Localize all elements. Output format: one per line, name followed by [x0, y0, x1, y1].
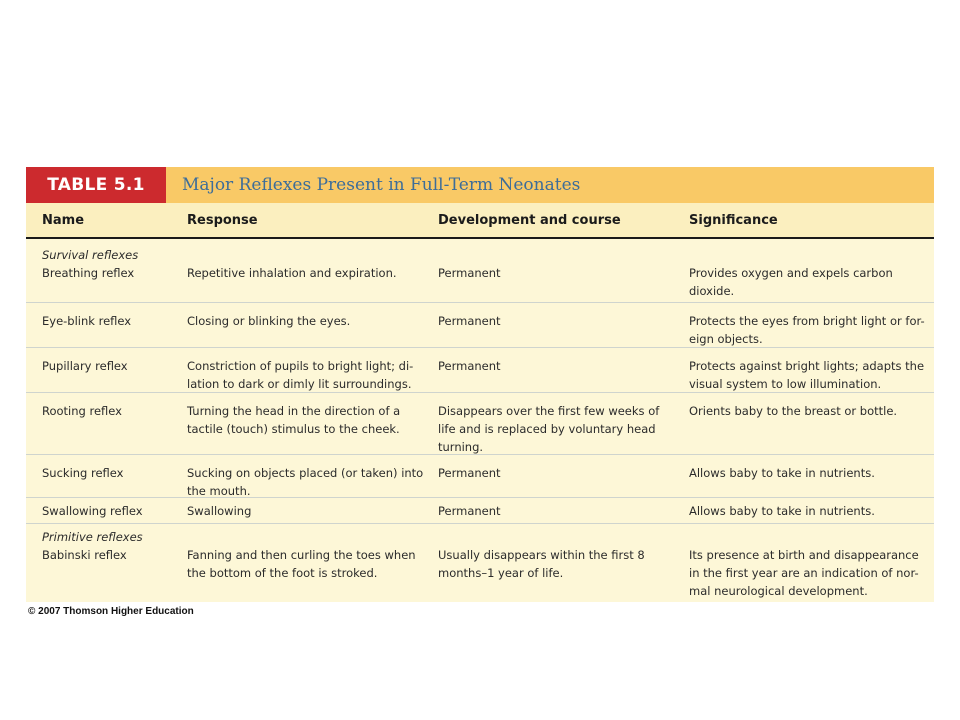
- reflex-significance: Allows baby to take in nutrients.: [689, 504, 875, 518]
- reflex-significance: Its presence at birth and disappearance in the first year are an indication of nor-mal neurological development.: [689, 548, 919, 598]
- table-row: [26, 239, 934, 303]
- reflex-response: Repetitive inhalation and expiration.: [187, 266, 397, 280]
- table-header-row: [26, 203, 934, 239]
- reflex-response: Closing or blinking the eyes.: [187, 314, 351, 328]
- reflex-name: Swallowing reflex: [42, 504, 143, 518]
- table-row: [26, 524, 934, 602]
- reflex-development: Permanent: [438, 266, 501, 280]
- reflex-development: Permanent: [438, 466, 501, 480]
- reflex-development: Usually disappears within the first 8 months–1 year of life.: [438, 548, 645, 580]
- reflex-development: Permanent: [438, 314, 501, 328]
- reflex-significance: Provides oxygen and expels carbon dioxide.: [689, 266, 893, 298]
- group-label: Survival reflexes: [42, 248, 139, 262]
- reflex-name: Sucking reflex: [42, 466, 124, 480]
- table-row: [26, 498, 934, 524]
- reflex-development: Permanent: [438, 359, 501, 373]
- table-row: [26, 303, 934, 348]
- reflex-significance: Protects against bright lights; adapts the visual system to low illumination.: [689, 359, 925, 391]
- reflex-response: Fanning and then curling the toes when the bottom of the foot is stroked.: [187, 548, 416, 580]
- table-row: [26, 348, 934, 393]
- column-header-response: Response: [187, 213, 258, 228]
- reflex-table: [26, 203, 934, 602]
- column-header-name: Name: [42, 213, 85, 228]
- reflex-significance: Protects the eyes from bright light or for-eign objects.: [689, 314, 925, 346]
- reflex-development: Permanent: [438, 504, 501, 518]
- column-header-significance: Significance: [689, 213, 778, 228]
- reflex-response: Constriction of pupils to bright light; di-lation to dark or dimly lit surroundings.: [187, 359, 414, 391]
- reflex-significance: Allows baby to take in nutrients.: [689, 466, 875, 480]
- group-label: Primitive reflexes: [42, 530, 143, 544]
- table-row: [26, 393, 934, 455]
- copyright-notice: © 2007 Thomson Higher Education: [28, 606, 194, 617]
- table-title: Major Reflexes Present in Full-Term Neonates: [182, 175, 581, 195]
- column-header-development: Development and course: [438, 213, 621, 228]
- table-row: [26, 455, 934, 498]
- reflex-significance: Orients baby to the breast or bottle.: [689, 404, 898, 418]
- reflex-development: Disappears over the first few weeks of life and is replaced by voluntary head turning.: [438, 404, 660, 454]
- reflex-name: Pupillary reflex: [42, 359, 128, 373]
- reflex-name: Rooting reflex: [42, 404, 122, 418]
- reflex-response: Swallowing: [187, 504, 252, 518]
- reflex-response: Turning the head in the direction of a tactile (touch) stimulus to the cheek.: [187, 404, 401, 436]
- reflex-name: Breathing reflex: [42, 266, 135, 280]
- table-banner: [26, 167, 934, 203]
- reflex-name: Eye-blink reflex: [42, 314, 132, 328]
- reflex-response: Sucking on objects placed (or taken) into the mouth.: [187, 466, 424, 498]
- reflex-name: Babinski reflex: [42, 548, 127, 562]
- table-number-label: TABLE 5.1: [26, 167, 166, 203]
